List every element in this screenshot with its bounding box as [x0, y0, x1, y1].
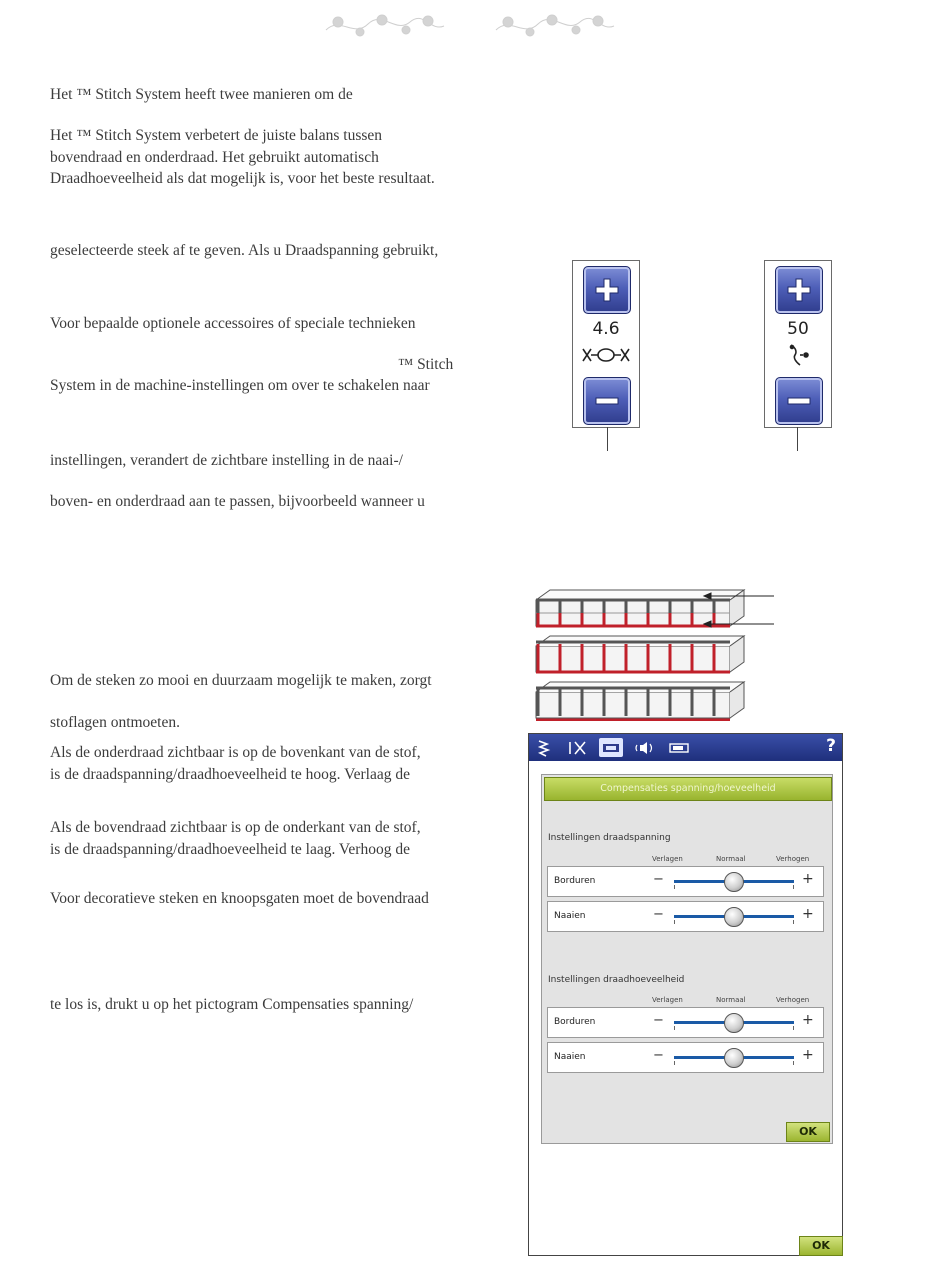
increase-button[interactable]: + [802, 1012, 814, 1028]
slider-row-amount-sewing [547, 1042, 824, 1073]
row-label: Naaien [554, 1052, 586, 1062]
increase-button[interactable] [583, 266, 631, 314]
floral-header-ornament [320, 8, 620, 44]
paragraph: boven- en onderdraad aan te passen, bijvoorbeeld wanneer u [50, 493, 425, 510]
fabric-tension-too-high [536, 636, 744, 672]
leader-line [607, 427, 608, 451]
slider-row-amount-embroidery [547, 1007, 824, 1038]
plus-icon [594, 277, 620, 303]
row-label: Borduren [554, 876, 596, 886]
tension-compensation-dialog [541, 774, 833, 1144]
plus-icon [786, 277, 812, 303]
paragraph: ™ Stitch [398, 356, 454, 373]
screen-toolbar [529, 734, 842, 761]
paragraph: stoflagen ontmoeten. [50, 714, 180, 731]
column-labels: Verlagen Normaal Verhogen [652, 855, 810, 863]
thread-tension-control [764, 260, 832, 428]
slider-row-tension-sewing [547, 901, 824, 932]
slider-knob[interactable] [724, 872, 744, 892]
fabric-balanced [536, 590, 744, 626]
thread-tension-icon [765, 343, 831, 367]
mirror-icon[interactable] [567, 738, 589, 757]
increase-button[interactable]: + [802, 906, 814, 922]
decrease-button[interactable] [583, 377, 631, 425]
decrease-button[interactable]: − [653, 907, 664, 922]
paragraph: Voor decoratieve steken en knoopsgaten moet de bovendraad [50, 890, 429, 907]
thread-amount-icon [573, 343, 639, 367]
thread-amount-control [572, 260, 640, 428]
paragraph: Als de bovendraad zichtbaar is op de onderkant van de stof, is de draadspanning/draadhoeveelheid te laag. Verhoog de [50, 819, 421, 858]
paragraph: geselecteerde steek af te geven. Als u Draadspanning gebruikt, [50, 242, 439, 259]
decrease-button[interactable]: − [653, 1048, 664, 1063]
paragraph: Het ™ Stitch System verbetert de juiste balans tussen bovendraad en onderdraad. Het gebruikt automatisch Draadhoeveelheid als dat mogelijk is, voor het beste resultaat. [50, 127, 435, 187]
sewing-mode-icon[interactable] [599, 738, 623, 757]
increase-button[interactable]: + [802, 1047, 814, 1063]
slider-row-tension-embroidery [547, 866, 824, 897]
thread-amount-value: 4.6 [592, 319, 620, 339]
paragraph: Het ™ Stitch System heeft twee manieren om de [50, 86, 353, 103]
section-title-tension: Instellingen draadspanning [548, 833, 671, 843]
paragraph: System in de machine-instellingen om over te schakelen naar [50, 377, 430, 394]
help-icon[interactable]: ? [826, 736, 836, 756]
row-label: Borduren [554, 1017, 596, 1027]
minus-icon [594, 396, 620, 406]
paragraph: Voor bepaalde optionele accessoires of speciale technieken [50, 315, 416, 332]
section-title-amount: Instellingen draadhoeveelheid [548, 975, 685, 985]
machine-settings-icon[interactable] [667, 738, 691, 757]
decrease-button[interactable]: − [653, 1013, 664, 1028]
paragraph: te los is, drukt u op het pictogram Compensaties spanning/ [50, 996, 414, 1013]
minus-icon [786, 396, 812, 406]
increase-button[interactable] [775, 266, 823, 314]
decrease-button[interactable]: − [653, 872, 664, 887]
fabric-tension-too-low [536, 682, 744, 720]
thread-tension-value: 50 [787, 319, 809, 339]
sound-icon[interactable] [633, 738, 655, 757]
dialog-ok-button[interactable]: OK [786, 1122, 830, 1142]
machine-screen [528, 733, 843, 1256]
slider-knob[interactable] [724, 1013, 744, 1033]
slider-knob[interactable] [724, 907, 744, 927]
row-label: Naaien [554, 911, 586, 921]
slider-knob[interactable] [724, 1048, 744, 1068]
increase-button[interactable]: + [802, 871, 814, 887]
stitch-balance-illustration [530, 586, 780, 721]
screen-ok-button[interactable]: OK [799, 1236, 843, 1256]
column-labels: Verlagen Normaal Verhogen [652, 996, 810, 1004]
leader-line [797, 427, 798, 451]
stitch-menu-icon[interactable] [535, 738, 553, 757]
dialog-title: Compensaties spanning/hoeveelheid [544, 777, 832, 801]
decrease-button[interactable] [775, 377, 823, 425]
paragraph: instellingen, verandert de zichtbare instelling in de naai-/ [50, 452, 403, 469]
paragraph: Als de onderdraad zichtbaar is op de bovenkant van de stof, is de draadspanning/draadhoeveelheid te hoog. Verlaag de [50, 744, 421, 783]
paragraph: Om de steken zo mooi en duurzaam mogelijk te maken, zorgt [50, 672, 432, 689]
